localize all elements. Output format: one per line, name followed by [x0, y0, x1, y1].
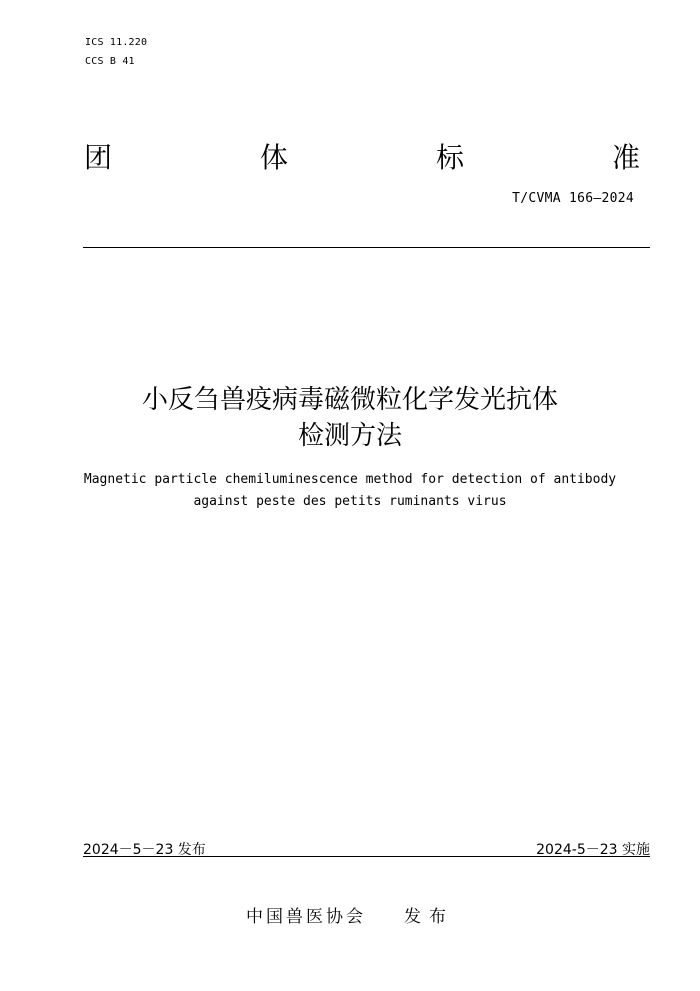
implementation-date: 2024-5－23 实施: [536, 842, 650, 858]
issue-date: 2024－5－23 发布: [83, 842, 206, 858]
english-title-line2: against peste des petits ruminants virus: [193, 494, 507, 509]
ccs-code: CCS B 41: [85, 56, 135, 67]
publisher-line: [0, 902, 700, 927]
standard-type-char: 标: [435, 141, 464, 174]
standard-type-char: 准: [611, 141, 640, 174]
english-title-line1: Magnetic particle chemiluminescence method for detection of antibody: [83, 472, 617, 487]
standard-type-char: 体: [259, 141, 288, 174]
chinese-title-line1: 小反刍兽疫病毒磁微粒化学发光抗体: [141, 385, 558, 415]
ics-code: ICS 11.220: [85, 37, 148, 48]
top-divider: [83, 247, 650, 248]
english-title: [0, 469, 700, 513]
publisher-organization: 中国兽医协会: [246, 907, 366, 927]
chinese-title-line2: 检测方法: [297, 421, 402, 451]
standard-type-heading: [84, 136, 640, 176]
standard-type-char: 团: [84, 141, 113, 174]
publisher-action: 发布: [404, 907, 454, 927]
chinese-title: [0, 382, 700, 454]
standard-number: T/CVMA 166—2024: [512, 191, 634, 206]
bottom-divider: [83, 856, 650, 857]
